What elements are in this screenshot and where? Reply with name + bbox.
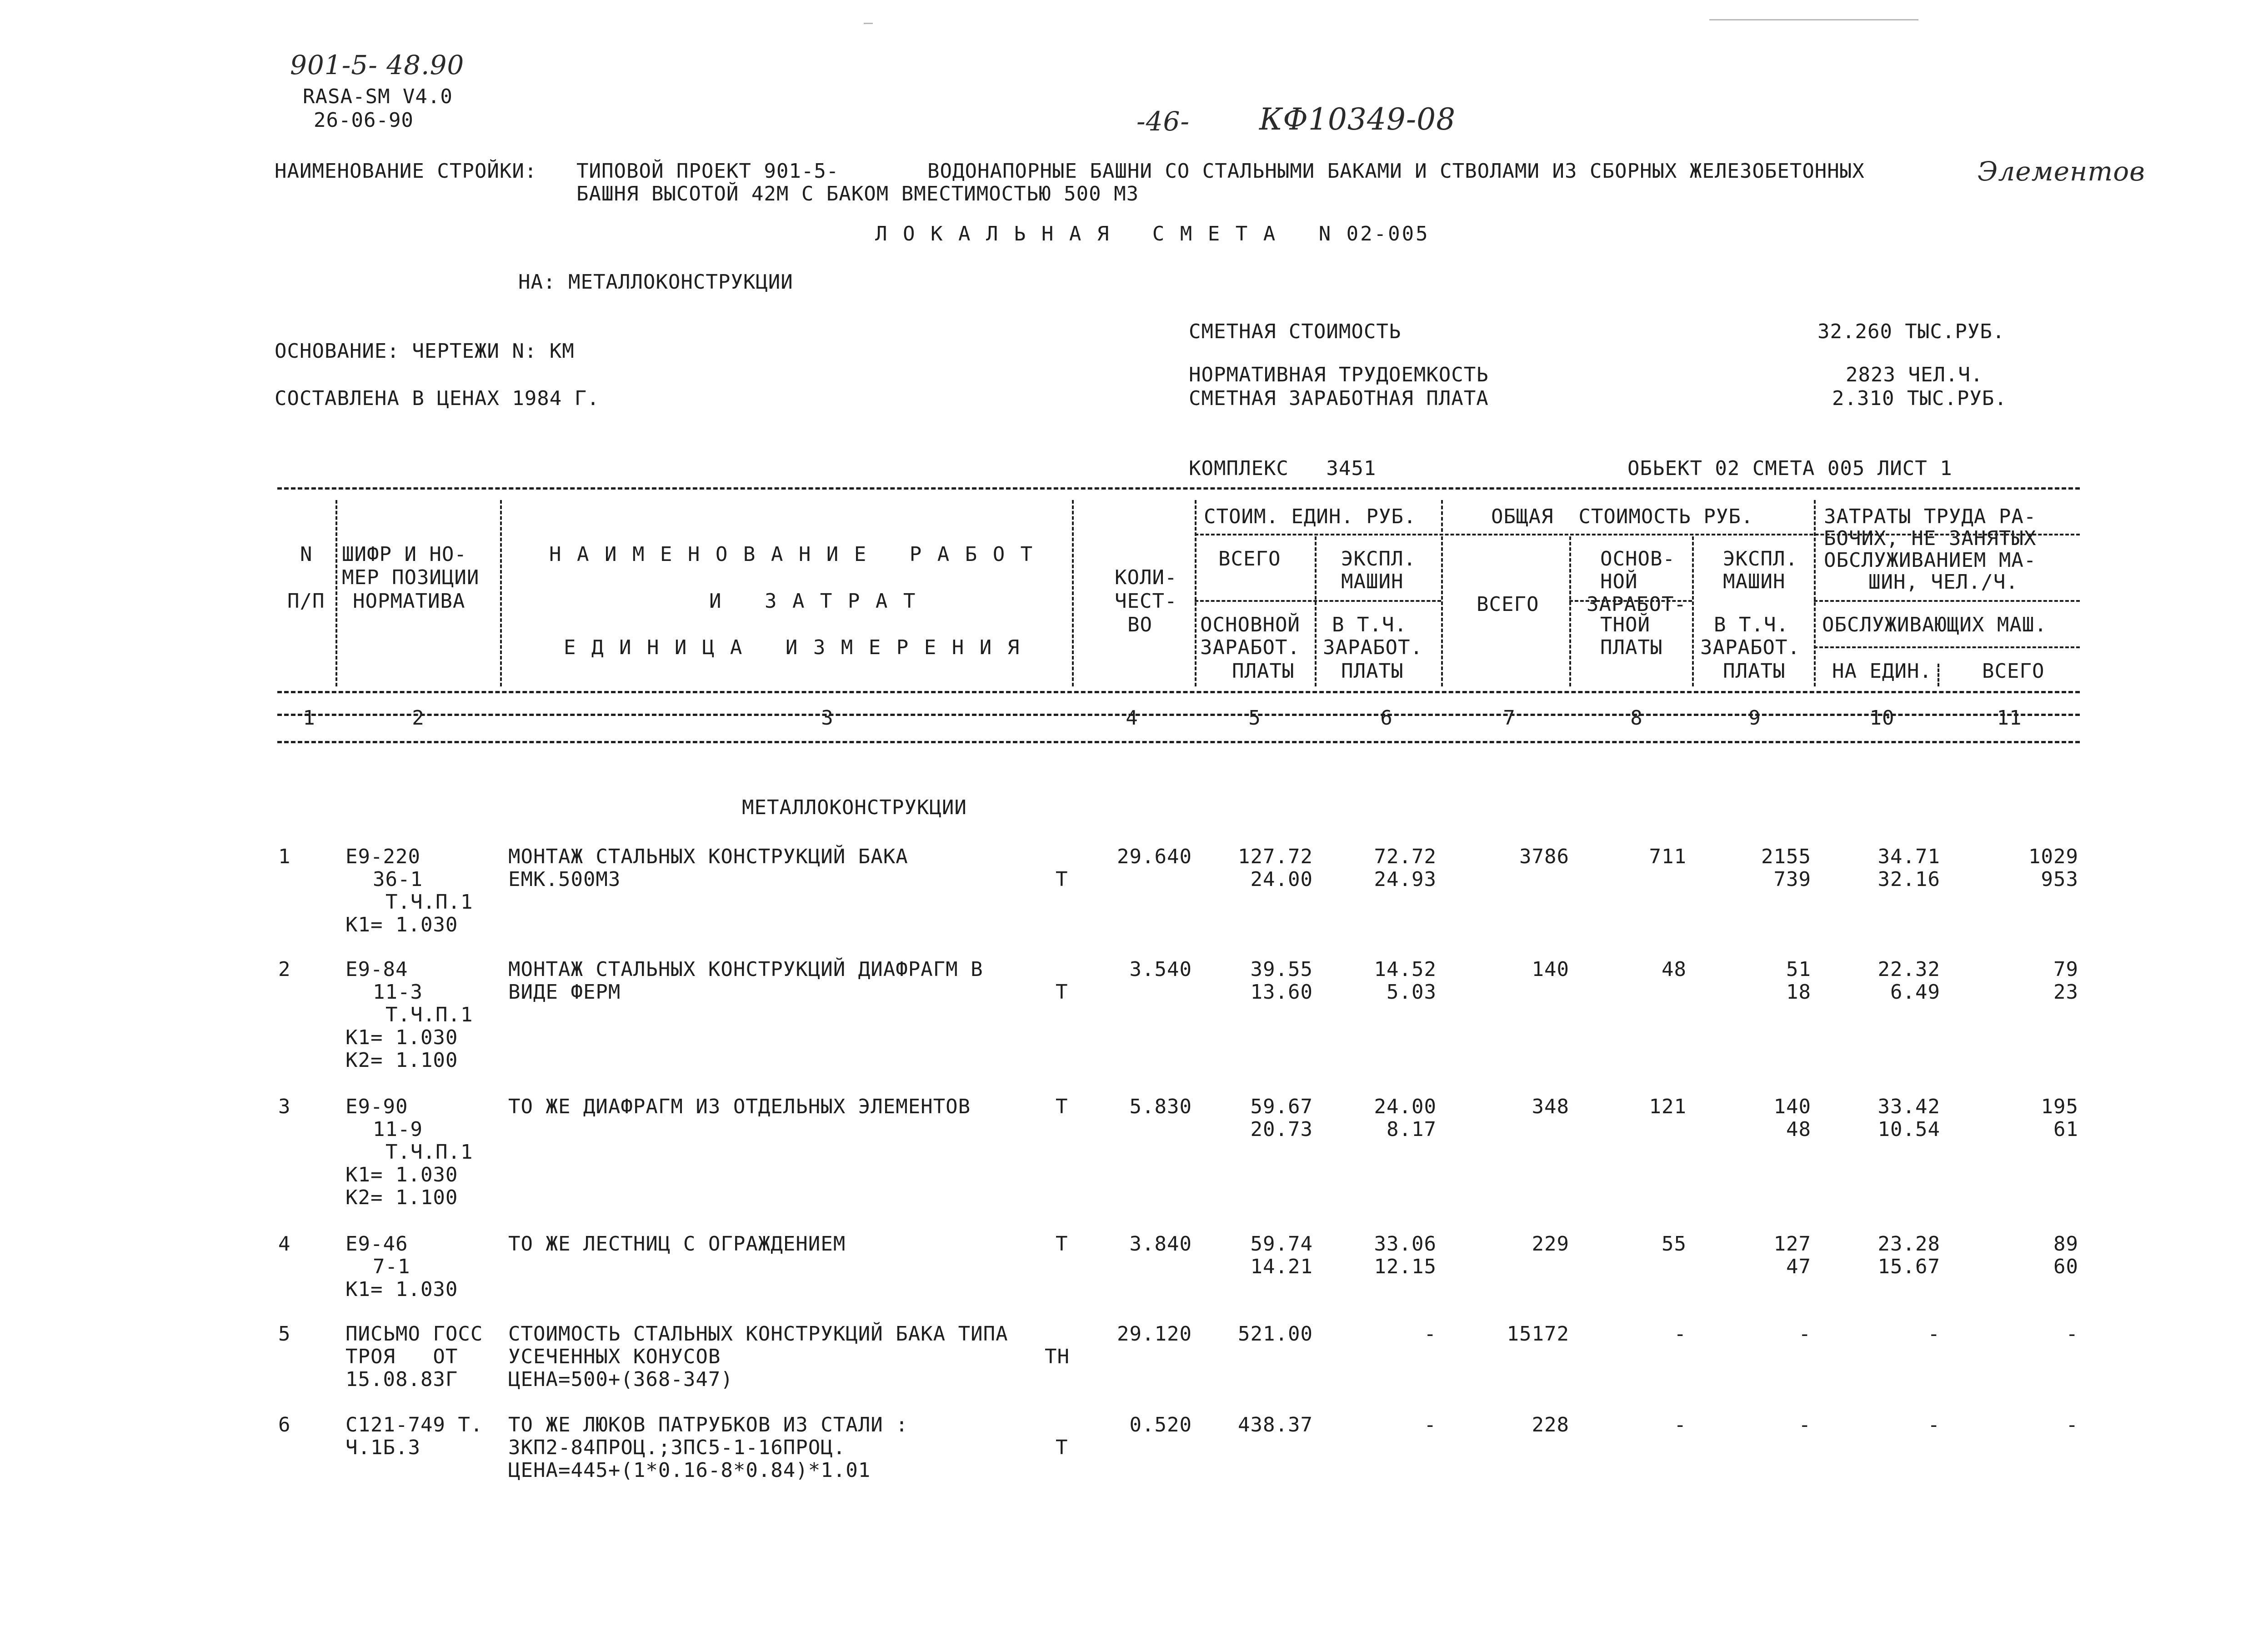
row-unit: Т xyxy=(1056,1436,1068,1459)
row-machine-cost: - xyxy=(1424,1413,1437,1436)
colnum-3: 3 xyxy=(821,706,834,730)
colnum-5: 5 xyxy=(1248,706,1261,730)
row-code-line: Т.Ч.П.1 xyxy=(386,1003,473,1026)
section-title: МЕТАЛЛОКОНСТРУКЦИИ xyxy=(742,796,967,819)
estimate-subject: НА: МЕТАЛЛОКОНСТРУКЦИИ xyxy=(518,270,793,294)
archive-number: КФ10349-08 xyxy=(1259,102,1456,137)
row-labor-total: 89 xyxy=(2053,1232,2078,1256)
hdr-npp-1: N xyxy=(300,543,313,566)
row-machine-cost: 8.17 xyxy=(1387,1118,1437,1141)
row-unit-cost: 20.73 xyxy=(1250,1118,1313,1141)
numbers-bottom-rule xyxy=(277,741,2080,743)
hdr-c8-2: НОЙ xyxy=(1600,570,1638,593)
colnum-6: 6 xyxy=(1380,706,1393,730)
row-machine-total: 47 xyxy=(1786,1255,1811,1278)
row-quantity: 3.540 xyxy=(1129,958,1192,981)
row-code-line: 11-9 xyxy=(373,1118,423,1141)
row-quantity: 3.840 xyxy=(1129,1232,1192,1256)
row-unit-cost: 59.74 xyxy=(1250,1232,1313,1256)
row-unit-cost: 127.72 xyxy=(1238,845,1313,868)
project-number: ТИПОВОЙ ПРОЕКТ 901-5- xyxy=(576,160,839,183)
row-number: 3 xyxy=(278,1095,291,1118)
hdr-c6-a1: ЭКСПЛ. xyxy=(1341,547,1416,570)
program-name: RASA-SM V4.0 xyxy=(303,85,453,108)
handwritten-elements: Элементов xyxy=(1978,156,2145,187)
row-quantity: 0.520 xyxy=(1129,1413,1192,1436)
row-machine-total: 51 xyxy=(1786,958,1811,981)
program-date: 26-06-90 xyxy=(314,109,414,132)
complex: КОМПЛЕКС 3451 xyxy=(1189,457,1377,480)
construction-label: НАИМЕНОВАНИЕ СТРОЙКИ: xyxy=(275,160,537,183)
page-number: -46- xyxy=(1137,106,1190,137)
hdr-c8-4: ТНОЙ xyxy=(1600,613,1650,636)
scan-speck xyxy=(864,23,873,24)
prices-year: СОСТАВЛЕНА В ЦЕНАХ 1984 Г. xyxy=(275,387,600,410)
hdr-c6-b1: В Т.Ч. xyxy=(1332,613,1407,636)
row-code-line: К2= 1.100 xyxy=(345,1049,458,1072)
row-labor-unit: 32.16 xyxy=(1877,868,1940,891)
cost-label: СМЕТНАЯ СТОИМОСТЬ xyxy=(1189,320,1402,343)
row-unit-cost: 13.60 xyxy=(1250,981,1313,1004)
basis: ОСНОВАНИЕ: ЧЕРТЕЖИ N: КМ xyxy=(275,340,575,363)
cost-value: 32.260 ТЫС.РУБ. xyxy=(1817,320,2005,343)
row-quantity: 5.830 xyxy=(1129,1095,1192,1118)
header-top-rule xyxy=(277,487,2080,490)
row-labor-unit: 33.42 xyxy=(1877,1095,1940,1118)
row-labor-unit: 6.49 xyxy=(1890,981,1940,1004)
row-labor-total: 953 xyxy=(2041,868,2078,891)
wage-label: СМЕТНАЯ ЗАРАБОТНАЯ ПЛАТА xyxy=(1189,387,1489,410)
colnum-9: 9 xyxy=(1748,706,1761,730)
hdr-unit-cost: СТОИМ. ЕДИН. РУБ. xyxy=(1204,505,1417,528)
hdr-labor-3: ОБСЛУЖИВАНИЕМ МА- xyxy=(1824,549,2037,572)
hdr-qty-3: ВО xyxy=(1127,613,1152,636)
row-unit-cost: 521.00 xyxy=(1238,1322,1313,1346)
object-sheet: ОБЬЕКТ 02 СМЕТА 005 ЛИСТ 1 xyxy=(1627,457,1953,480)
colnum-8: 8 xyxy=(1630,706,1643,730)
row-name-line: ТО ЖЕ ДИАФРАГМ ИЗ ОТДЕЛЬНЫХ ЭЛЕМЕНТОВ xyxy=(508,1095,971,1118)
row-name-line: ЦЕНА=500+(368-347) xyxy=(508,1368,733,1391)
row-code-line: Е9-220 xyxy=(345,845,421,868)
hdr-c5-b2: ЗАРАБОТ. xyxy=(1200,636,1300,659)
hdr-code-2: МЕР ПОЗИЦИИ xyxy=(342,566,480,589)
hdr-c6-a2: МАШИН xyxy=(1341,570,1404,593)
row-unit-cost: 39.55 xyxy=(1250,958,1313,981)
row-labor-total: 23 xyxy=(2053,981,2078,1004)
labor-label: НОРМАТИВНАЯ ТРУДОЕМКОСТЬ xyxy=(1189,363,1489,386)
row-code-line: К1= 1.030 xyxy=(345,913,458,936)
row-code-line: ПИСЬМО ГОСС xyxy=(345,1322,483,1346)
row-total-cost: 15172 xyxy=(1507,1322,1569,1346)
row-labor-unit: 15.67 xyxy=(1877,1255,1940,1278)
row-total-cost: 229 xyxy=(1532,1232,1569,1256)
hdr-work-costs: И З А Т Р А Т xyxy=(709,590,917,613)
row-base-wage: 48 xyxy=(1662,958,1687,981)
row-number: 5 xyxy=(278,1322,291,1346)
row-name-line: СТОИМОСТЬ СТАЛЬНЫХ КОНСТРУКЦИЙ БАКА ТИПА xyxy=(508,1322,1008,1346)
header-bottom-rule xyxy=(277,691,2080,693)
row-quantity: 29.640 xyxy=(1117,845,1192,868)
row-code-line: К1= 1.030 xyxy=(345,1026,458,1049)
row-labor-unit: 10.54 xyxy=(1877,1118,1940,1141)
row-code-line: Е9-46 xyxy=(345,1232,408,1256)
row-base-wage: 121 xyxy=(1649,1095,1687,1118)
scan-speck xyxy=(1709,19,1918,20)
row-name-line: ЦЕНА=445+(1*0.16-8*0.84)*1.01 xyxy=(508,1459,871,1482)
colnum-10: 10 xyxy=(1869,706,1895,730)
row-labor-total: 79 xyxy=(2053,958,2078,981)
colnum-2: 2 xyxy=(412,706,425,730)
row-machine-cost: 72.72 xyxy=(1374,845,1437,868)
hdr-c7-total: ВСЕГО xyxy=(1477,593,1539,616)
row-total-cost: 140 xyxy=(1532,958,1569,981)
handwritten-code: 901-5- 48.90 xyxy=(290,50,465,80)
row-quantity: 29.120 xyxy=(1117,1322,1192,1346)
row-labor-unit: 23.28 xyxy=(1877,1232,1940,1256)
row-number: 6 xyxy=(278,1413,291,1436)
row-name-line: УСЕЧЕННЫХ КОНУСОВ xyxy=(508,1345,721,1368)
colnum-1: 1 xyxy=(303,706,315,730)
row-base-wage: - xyxy=(1674,1322,1687,1346)
hdr-c8-1: ОСНОВ- xyxy=(1600,547,1675,570)
row-unit: Т xyxy=(1056,1095,1068,1118)
row-number: 1 xyxy=(278,845,291,868)
row-machine-total: 127 xyxy=(1773,1232,1811,1256)
row-name-line: 3КП2-84ПРОЦ.;3ПС5-1-16ПРОЦ. xyxy=(508,1436,846,1459)
hdr-c5-b1: ОСНОВНОЙ xyxy=(1200,613,1300,636)
row-base-wage: 711 xyxy=(1649,845,1687,868)
hdr-qty-2: ЧЕСТ- xyxy=(1115,590,1177,613)
row-name-line: ВИДЕ ФЕРМ xyxy=(508,981,621,1004)
row-code-line: 36-1 xyxy=(373,868,423,891)
row-base-wage: - xyxy=(1674,1413,1687,1436)
row-total-cost: 348 xyxy=(1532,1095,1569,1118)
project-line2: БАШНЯ ВЫСОТОЙ 42М С БАКОМ ВМЕСТИМОСТЬЮ 500 М3 xyxy=(576,182,1139,205)
hdr-c11: ВСЕГО xyxy=(1982,660,2045,683)
numbers-top-rule xyxy=(277,714,2080,716)
row-machine-cost: 14.52 xyxy=(1374,958,1437,981)
row-machine-total: 48 xyxy=(1786,1118,1811,1141)
row-labor-unit: 34.71 xyxy=(1877,845,1940,868)
hdr-code-3: НОРМАТИВА xyxy=(353,590,466,613)
row-machine-cost: 12.15 xyxy=(1374,1255,1437,1278)
row-machine-cost: - xyxy=(1424,1322,1437,1346)
hdr-c10: НА ЕДИН. xyxy=(1832,660,1932,683)
row-unit: Т xyxy=(1056,1232,1068,1256)
row-machine-total: 18 xyxy=(1786,981,1811,1004)
row-machine-total: 739 xyxy=(1773,868,1811,891)
row-code-line: 15.08.83Г xyxy=(345,1368,458,1391)
row-unit-cost: 59.67 xyxy=(1250,1095,1313,1118)
row-code-line: Ч.1Б.3 xyxy=(345,1436,421,1459)
row-unit-cost: 14.21 xyxy=(1250,1255,1313,1278)
hdr-labor-2: БОЧИХ, НЕ ЗАНЯТЫХ xyxy=(1824,527,2037,550)
row-code-line: Е9-84 xyxy=(345,958,408,981)
row-unit-cost: 438.37 xyxy=(1238,1413,1313,1436)
row-labor-total: - xyxy=(2066,1413,2078,1436)
row-code-line: Т.Ч.П.1 xyxy=(386,1141,473,1164)
row-labor-total: 61 xyxy=(2053,1118,2078,1141)
row-code-line: К1= 1.030 xyxy=(345,1163,458,1186)
hdr-work-unit: Е Д И Н И Ц А И З М Е Р Е Н И Я xyxy=(564,636,1021,659)
hdr-qty-1: КОЛИ- xyxy=(1115,566,1177,589)
hdr-c6-b2: ЗАРАБОТ. xyxy=(1323,636,1423,659)
row-name-line: ТО ЖЕ ЛЕСТНИЦ С ОГРАЖДЕНИЕМ xyxy=(508,1232,846,1256)
row-machine-total: - xyxy=(1798,1322,1811,1346)
row-code-line: Е9-90 xyxy=(345,1095,408,1118)
colnum-4: 4 xyxy=(1126,706,1138,730)
row-name-line: ЕМК.500М3 xyxy=(508,868,621,891)
hdr-total-cost: ОБЩАЯ СТОИМОСТЬ РУБ. xyxy=(1491,505,1754,528)
colnum-11: 11 xyxy=(1997,706,2022,730)
hdr-c8-5: ПЛАТЫ xyxy=(1600,636,1663,659)
estimate-title: Л О К А Л Ь Н А Я С М Е Т А N 02-005 xyxy=(875,222,1430,245)
project-description: ВОДОНАПОРНЫЕ БАШНИ СО СТАЛЬНЫМИ БАКАМИ И СТВОЛАМИ ИЗ СБОРНЫХ ЖЕЛЕЗОБЕТОННЫХ xyxy=(927,160,1865,183)
row-labor-unit: 22.32 xyxy=(1877,958,1940,981)
row-unit: ТН xyxy=(1045,1345,1070,1368)
row-unit-cost: 24.00 xyxy=(1250,868,1313,891)
hdr-npp-2: П/П xyxy=(287,590,325,613)
row-total-cost: 228 xyxy=(1532,1413,1569,1436)
row-name-line: МОНТАЖ СТАЛЬНЫХ КОНСТРУКЦИЙ БАКА xyxy=(508,845,908,868)
row-number: 4 xyxy=(278,1232,291,1256)
hdr-c9-a1: ЭКСПЛ. xyxy=(1723,547,1798,570)
hdr-c6-b3: ПЛАТЫ xyxy=(1341,660,1404,683)
row-unit: Т xyxy=(1056,981,1068,1004)
hdr-c9-b1: В Т.Ч. xyxy=(1714,613,1789,636)
hdr-c9-a2: МАШИН xyxy=(1723,570,1786,593)
row-labor-unit: - xyxy=(1928,1322,1940,1346)
colnum-7: 7 xyxy=(1503,706,1516,730)
hdr-labor-1: ЗАТРАТЫ ТРУДА РА- xyxy=(1824,505,2037,528)
hdr-code-1: ШИФР И НО- xyxy=(342,543,467,566)
row-code-line: ТРОЯ ОТ xyxy=(345,1345,458,1368)
hdr-labor-machines: ОБСЛУЖИВАЮЩИХ МАШ. xyxy=(1822,613,2047,636)
row-labor-total: 60 xyxy=(2053,1255,2078,1278)
hdr-work-name: Н А И М Е Н О В А Н И Е Р А Б О Т xyxy=(549,543,1035,566)
row-number: 2 xyxy=(278,958,291,981)
row-labor-unit: - xyxy=(1928,1413,1940,1436)
row-code-line: К2= 1.100 xyxy=(345,1186,458,1209)
row-base-wage: 55 xyxy=(1662,1232,1687,1256)
row-code-line: С121-749 Т. xyxy=(345,1413,483,1436)
row-machine-cost: 5.03 xyxy=(1387,981,1437,1004)
row-code-line: 11-3 xyxy=(373,981,423,1004)
labor-value: 2823 ЧЕЛ.Ч. xyxy=(1846,363,1983,386)
hdr-c9-b3: ПЛАТЫ xyxy=(1723,660,1786,683)
row-machine-cost: 24.93 xyxy=(1374,868,1437,891)
row-code-line: 7-1 xyxy=(373,1255,411,1278)
row-name-line: ТО ЖЕ ЛЮКОВ ПАТРУБКОВ ИЗ СТАЛИ : xyxy=(508,1413,908,1436)
row-labor-total: - xyxy=(2066,1322,2078,1346)
row-machine-cost: 33.06 xyxy=(1374,1232,1437,1256)
hdr-c8-3: ЗАРАБОТ- xyxy=(1587,593,1687,616)
hdr-labor-4: ШИН, ЧЕЛ./Ч. xyxy=(1868,570,2018,594)
wage-value: 2.310 ТЫС.РУБ. xyxy=(1832,387,2007,410)
hdr-c9-b2: ЗАРАБОТ. xyxy=(1700,636,1800,659)
row-machine-total: - xyxy=(1798,1413,1811,1436)
row-code-line: Т.Ч.П.1 xyxy=(386,891,473,914)
row-name-line: МОНТАЖ СТАЛЬНЫХ КОНСТРУКЦИЙ ДИАФРАГМ В xyxy=(508,958,983,981)
row-labor-total: 1029 xyxy=(2028,845,2078,868)
hdr-c5-b3: ПЛАТЫ xyxy=(1232,660,1295,683)
row-machine-total: 140 xyxy=(1773,1095,1811,1118)
row-total-cost: 3786 xyxy=(1519,845,1569,868)
row-labor-total: 195 xyxy=(2041,1095,2078,1118)
row-code-line: К1= 1.030 xyxy=(345,1278,458,1301)
hdr-c5-total: ВСЕГО xyxy=(1218,547,1281,570)
row-machine-cost: 24.00 xyxy=(1374,1095,1437,1118)
row-unit: Т xyxy=(1056,868,1068,891)
row-machine-total: 2155 xyxy=(1761,845,1811,868)
